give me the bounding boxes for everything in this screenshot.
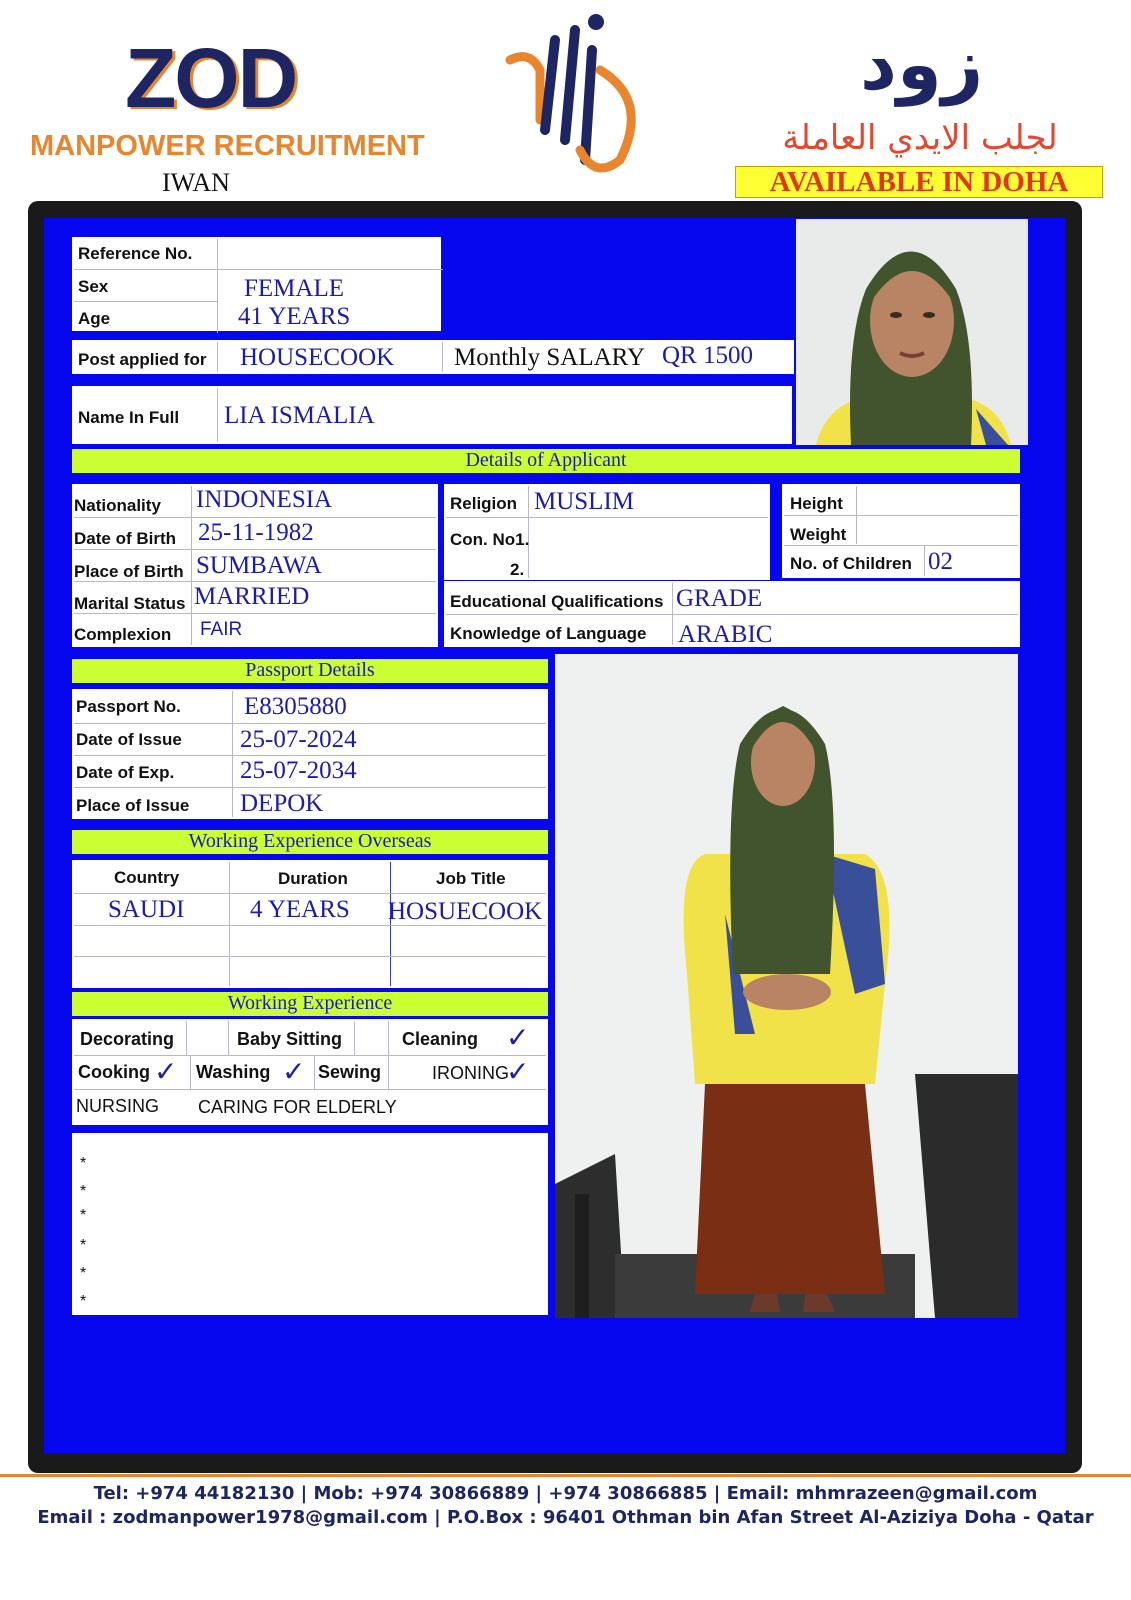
note-bullet: * <box>80 1207 87 1224</box>
skill-cleaning: Cleaning <box>402 1029 479 1049</box>
portrait-figure-icon <box>796 219 1028 445</box>
nationality-label: Nationality <box>74 496 161 515</box>
cleaning-check-icon: ✓ <box>506 1021 530 1054</box>
age-value: 41 YEARS <box>238 303 351 330</box>
language-label: Knowledge of Language <box>450 624 647 643</box>
sex-value: FEMALE <box>244 275 344 302</box>
letterhead <box>0 0 1131 205</box>
skill-sewing: Sewing <box>318 1062 382 1082</box>
sex-label: Sex <box>78 277 109 296</box>
footer-divider <box>0 1474 1131 1477</box>
arabic-tagline: لجلب الايدي العاملة <box>782 118 1058 158</box>
issue-date-value: 25-07-2024 <box>240 726 357 753</box>
passport-table <box>72 689 548 819</box>
complexion-label: Complexion <box>74 625 172 644</box>
education-label: Educational Qualifications <box>450 592 664 611</box>
skill-nursing: NURSING <box>76 1096 160 1116</box>
overseas-duration: 4 YEARS <box>250 896 350 923</box>
post-table <box>72 340 794 374</box>
pob-label: Place of Birth <box>74 562 184 581</box>
skill-decorating: Decorating <box>80 1029 175 1049</box>
full-body-figure-icon <box>555 654 1018 1318</box>
age-label: Age <box>78 309 111 328</box>
experience-section-title: Working Experience <box>72 992 548 1016</box>
height-label: Height <box>790 494 843 513</box>
reference-label: Reference No. <box>78 244 193 263</box>
religion-table <box>444 484 770 580</box>
overseas-job-title: HOSUECOOK <box>388 898 543 925</box>
ironing-check-icon: ✓ <box>506 1055 530 1088</box>
arabic-brand: زود <box>860 22 984 106</box>
marital-value: MARRIED <box>194 583 310 610</box>
overseas-section-title: Working Experience Overseas <box>72 830 548 854</box>
dob-value: 25-11-1982 <box>198 519 314 546</box>
brand-sub: IWAN <box>162 168 230 197</box>
duration-header: Duration <box>278 869 348 888</box>
contact1-label: Con. No1. <box>450 530 530 549</box>
passport-number-label: Passport No. <box>76 697 181 716</box>
skill-baby-sitting: Baby Sitting <box>237 1029 343 1049</box>
passport-number-value: E8305880 <box>244 693 347 720</box>
note-bullet: * <box>80 1155 87 1172</box>
note-bullet: * <box>80 1265 87 1282</box>
job-title-header: Job Title <box>436 869 506 888</box>
full-body-photo <box>555 654 1018 1318</box>
note-bullet: * <box>80 1183 87 1200</box>
education-table <box>444 581 1020 647</box>
washing-check-icon: ✓ <box>282 1055 306 1088</box>
personal-table <box>72 484 438 647</box>
skill-ironing: IRONING <box>432 1063 510 1083</box>
education-value: GRADE <box>676 585 763 612</box>
nationality-value: INDONESIA <box>196 486 333 513</box>
company-logo-icon <box>500 10 670 190</box>
religion-label: Religion <box>450 494 518 513</box>
identity-table <box>72 237 441 331</box>
overseas-country: SAUDI <box>108 896 185 923</box>
salary-label: Monthly SALARY <box>454 344 646 371</box>
contact2-label: 2. <box>510 560 525 579</box>
skill-cooking: Cooking <box>78 1062 150 1082</box>
dob-label: Date of Birth <box>74 529 176 548</box>
language-value: ARABIC <box>678 621 773 648</box>
pob-value: SUMBAWA <box>196 552 322 579</box>
brand-name: ZOD <box>125 31 297 125</box>
footer-address-line: Email : zodmanpower1978@gmail.com | P.O.Box : 96401 Othman bin Afan Street Al-Aziziya Doha - Qatar <box>37 1507 1094 1528</box>
post-value: HOUSECOOK <box>240 344 395 371</box>
name-table <box>72 386 792 444</box>
children-label: No. of Children <box>790 554 912 573</box>
country-header: Country <box>114 868 180 887</box>
passport-section-title: Passport Details <box>72 659 548 683</box>
expiry-date-value: 25-07-2034 <box>240 757 357 784</box>
skill-caring-elderly: CARING FOR ELDERLY <box>198 1097 397 1117</box>
notes-box <box>72 1133 548 1315</box>
issue-place-label: Place of Issue <box>76 796 190 815</box>
brand-tagline: MANPOWER RECRUITMENT <box>30 130 425 162</box>
name-value: LIA ISMALIA <box>224 402 375 429</box>
weight-label: Weight <box>790 525 847 544</box>
overseas-table <box>72 860 548 988</box>
complexion-value: FAIR <box>200 619 243 640</box>
portrait-photo <box>796 219 1028 445</box>
name-label: Name In Full <box>78 408 180 427</box>
children-value: 02 <box>928 548 953 575</box>
issue-place-value: DEPOK <box>240 790 324 817</box>
skills-table <box>72 1019 548 1125</box>
issue-date-label: Date of Issue <box>76 730 182 749</box>
note-bullet: * <box>80 1237 87 1254</box>
religion-value: MUSLIM <box>534 488 635 515</box>
post-label: Post applied for <box>78 350 207 369</box>
expiry-date-label: Date of Exp. <box>76 763 175 782</box>
skill-washing: Washing <box>196 1062 271 1082</box>
cooking-check-icon: ✓ <box>154 1055 178 1088</box>
details-section-title: Details of Applicant <box>72 449 1020 473</box>
footer-phone-line: Tel: +974 44182130 | Mob: +974 30866889 | +974 30866885 | Email: mhmrazeen@gmail.com <box>93 1483 1038 1504</box>
marital-label: Marital Status <box>74 594 186 613</box>
body-table <box>782 484 1020 578</box>
availability-banner: AVAILABLE IN DOHA <box>735 166 1103 198</box>
note-bullet: * <box>80 1293 87 1310</box>
salary-value: QR 1500 <box>662 342 753 369</box>
